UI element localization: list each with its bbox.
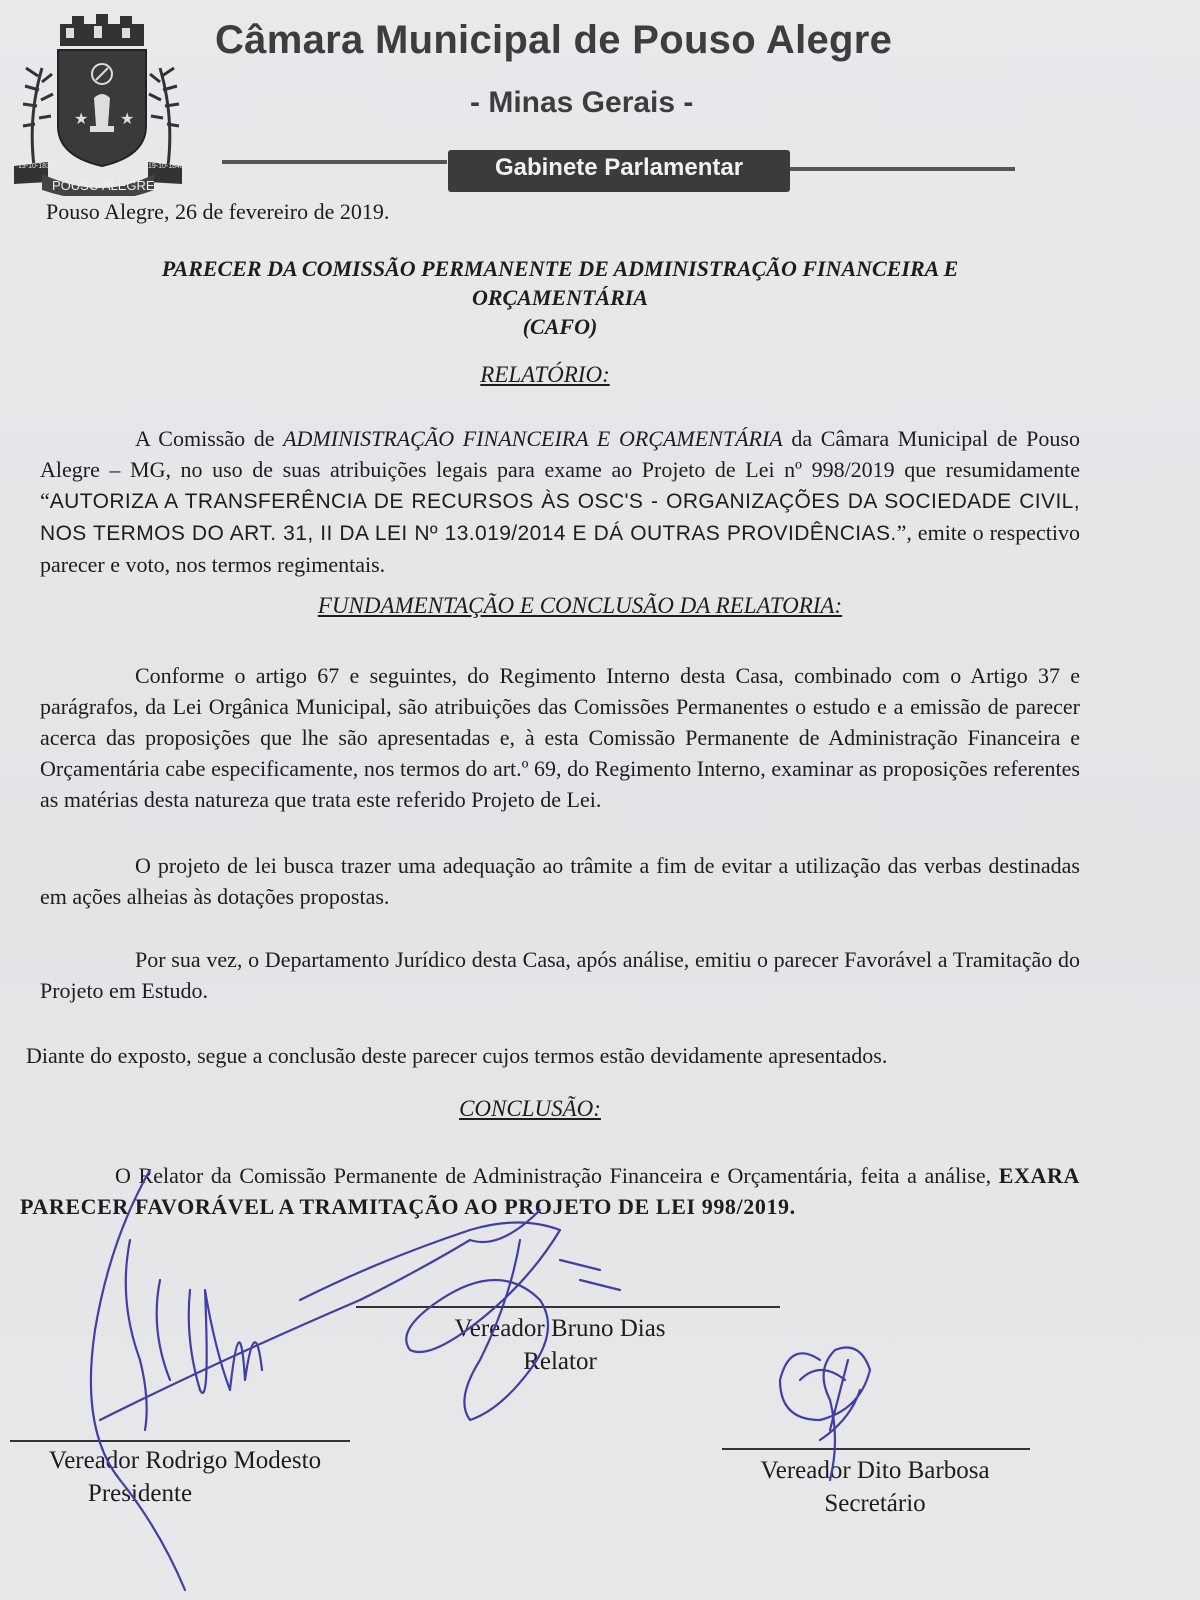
gabinete-badge-label: Gabinete Parlamentar	[494, 154, 744, 181]
header-rule-left	[222, 160, 447, 164]
fundamentacao-paragraph-1: Conforme o artigo 67 e seguintes, do Regimento Interno desta Casa, combinado com o Artigo 37 e parágrafos, da Lei Orgânica Municipal, são atribuições das Comissões Permanentes o estudo e a emissão de parecer acerca das proposições que lhe são apresentadas e, à esta Comissão Permanente de Administração Financeira e Orçamentária cabe especificamente, nos termos do art.º 69, do Regimento Interno, examinar as proposições referentes as matérias desta natureza que trata este referido Projeto de Lei.	[40, 663, 1080, 812]
presidente-role: Presidente	[87, 1480, 193, 1507]
fundamentacao-paragraph-2: O projeto de lei busca trazer uma adequação ao trâmite a fim de evitar a utilização das verbas destinadas em ações alheias às dotações propostas.	[40, 853, 1080, 909]
committee-name: ADMINISTRAÇÃO FINANCEIRA E ORÇAMENTÁRIA	[283, 426, 783, 451]
crest-name: POUSO ALEGRE	[52, 178, 155, 193]
fundamentacao-paragraph-3: Por sua vez, o Departamento Jurídico desta Casa, após análise, emitiu o parecer Favorável a Tramitação do Projeto em Estudo.	[40, 947, 1080, 1003]
svg-text:★: ★	[120, 111, 135, 128]
crest-date-right: 19-10-1848	[148, 163, 184, 170]
institution-title: Câmara Municipal de Pouso Alegre	[215, 18, 893, 62]
crest-date-left: 13-10-1831	[18, 163, 54, 170]
presidente-signature-ink	[91, 1170, 470, 1590]
relatorio-text-c: da Câmara Municipal de Pouso Alegre – MG, no uso de suas atribuições legais para exame ao Projeto de Lei nº 998/2019 que resumidamente “	[40, 426, 1080, 513]
svg-text:★: ★	[74, 111, 89, 128]
fundamentacao-heading: FUNDAMENTAÇÃO E CONCLUSÃO DA RELATORIA:	[317, 593, 843, 618]
conclusao-text: O Relator da Comissão Permanente de Administração Financeira e Orçamentária, feita a análise,	[115, 1163, 999, 1188]
document-title-line3: (CAFO)	[522, 314, 598, 339]
secretario-signature-line	[722, 1448, 1030, 1450]
secretario-signature-block	[720, 1454, 1030, 1520]
relator-role: Relator	[523, 1348, 597, 1375]
presidente-name: Vereador Rodrigo Modesto	[48, 1447, 322, 1474]
relatorio-text-a: A Comissão de	[135, 426, 284, 451]
presidente-signature-line	[10, 1440, 350, 1442]
document-title-line1: PARECER DA COMISSÃO PERMANENTE DE ADMINISTRAÇÃO FINANCEIRA E	[161, 256, 959, 281]
date-line: Pouso Alegre, 26 de fevereiro de 2019.	[46, 199, 390, 224]
institution-subtitle: - Minas Gerais -	[470, 86, 694, 119]
secretario-role: Secretário	[824, 1490, 926, 1517]
document-title-line2: ORÇAMENTÁRIA	[471, 285, 649, 310]
relatorio-text-e: ”, emite o respectivo parecer e voto, nos termos regimentais.	[40, 520, 1080, 577]
conclusao-verdict: EXARA PARECER FAVORÁVEL A TRAMITAÇÃO AO PROJETO DE LEI 998/2019.	[20, 1163, 1080, 1219]
header-rule-right	[790, 167, 1015, 171]
relator-signature-line	[356, 1306, 780, 1308]
conclusao-heading: CONCLUSÃO:	[459, 1096, 601, 1121]
secretario-name: Vereador Dito Barbosa	[760, 1457, 990, 1484]
presidente-signature-block	[20, 1444, 350, 1510]
relatorio-heading: RELATÓRIO:	[480, 362, 610, 387]
relator-name: Vereador Bruno Dias	[454, 1315, 666, 1342]
relator-signature-block	[400, 1312, 720, 1378]
fundamentacao-paragraph-4: Diante do exposto, segue a conclusão deste parecer cujos termos estão devidamente apresentados.	[26, 1043, 888, 1068]
bill-summary: AUTORIZA A TRANSFERÊNCIA DE RECURSOS ÀS OSC'S - ORGANIZAÇÕES DA SOCIEDADE CIVIL, NOS TERMOS DO ART. 31, II DA LEI Nº 13.019/2014 E DÁ OUTRAS PROVIDÊNCIAS.	[40, 490, 1080, 545]
relatorio-paragraph	[40, 423, 1080, 580]
document-title	[40, 254, 1080, 341]
conclusao-paragraph	[20, 1160, 1080, 1222]
